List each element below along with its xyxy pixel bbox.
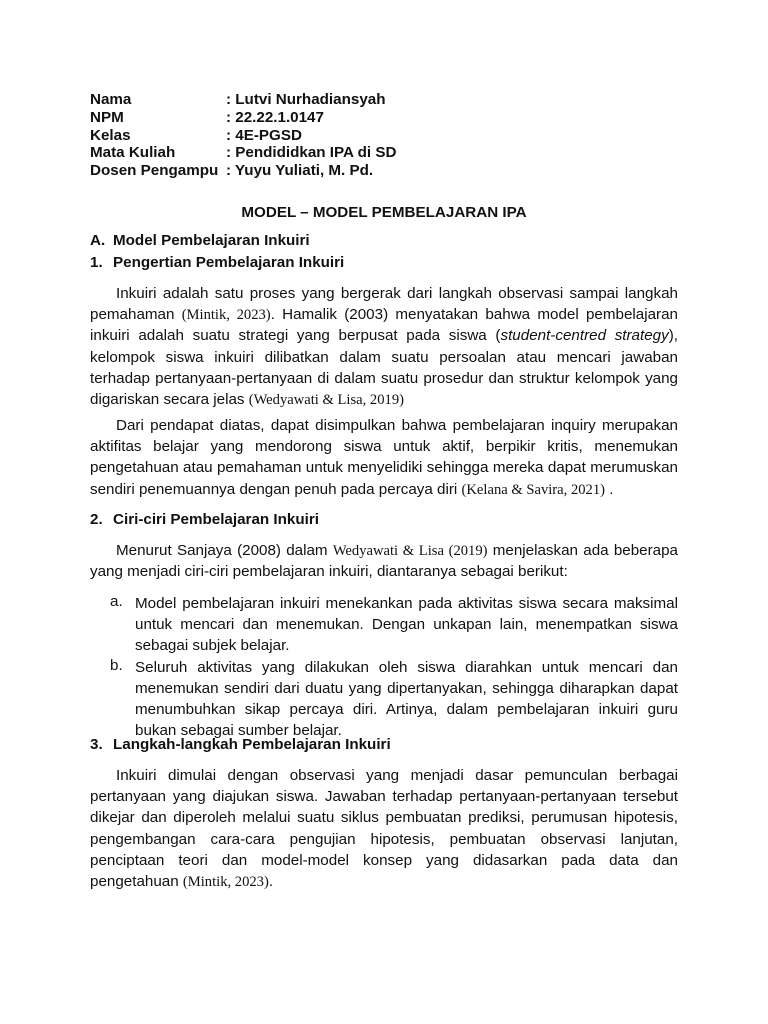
list-marker: b. [110, 656, 123, 674]
list-item-body [135, 593, 678, 657]
section-heading-text: Ciri-ciri Pembelajaran Inkuiri [113, 511, 319, 528]
text-line: sebagai subjek belajar. [135, 637, 290, 655]
text-line: aktifitas belajar yang mendorong siswa untuk aktif, berpikir kritis, menemukan [90, 438, 678, 456]
text-line: pengembangan cara-cara pengujian hipotesis, pembuatan observasi lanjutan, [90, 830, 678, 848]
text-line: Inkuiri dimulai dengan observasi yang menjadi dasar pemunculan berbagai [116, 767, 678, 784]
info-label: Mata Kuliah [90, 144, 176, 162]
characteristics-list [110, 593, 678, 741]
citation: Wedyawati & Lisa (2019) [332, 543, 488, 559]
text-line: terhadap pertanyaan-pertanyaan di dalam suatu prosedur dan struktur kelompok yang [90, 369, 678, 387]
text-line [90, 389, 678, 410]
text-run: ), [668, 327, 678, 345]
text-run: menjelaskan ada beberapa [487, 542, 679, 559]
info-row-class [90, 127, 396, 145]
info-value: : Pendididkan IPA di SD [226, 144, 397, 162]
list-item [110, 657, 678, 742]
info-label: Dosen Pengampu [90, 162, 219, 180]
section-a-heading [90, 232, 310, 249]
text-line: kelompok siswa inkuiri dilibatkan dalam suatu persoalan atau mencari jawaban [90, 348, 678, 366]
info-row-npm [90, 109, 396, 127]
info-row-lecturer [90, 162, 396, 180]
text-line [90, 479, 678, 500]
italic-term: student-centred strategy [500, 327, 669, 345]
text-line: penciptaan teori dan model-model konsep yang didasarkan pada data dan [90, 851, 678, 869]
text-line [90, 304, 678, 325]
citation: (Mintik, 2023) [182, 873, 269, 890]
section-heading-text: Model Pembelajaran Inkuiri [113, 232, 310, 249]
text-run: . Hamalik (2003) menyatakan bahwa model pembelajaran [270, 306, 678, 324]
text-line [90, 325, 678, 346]
text-line: yang menjadi ciri-ciri pembelajaran inkuiri, diantaranya sebagai berikut: [90, 563, 568, 581]
citation: (Wedyawati & Lisa, 2019) [248, 391, 404, 408]
text-line: pengetahuan atau pemahaman untuk menyelidiki sehingga mereka dapat merumuskan [90, 459, 678, 477]
text-line: pertanyaan yang diajukan siswa. Jawaban terhadap pertanyaan-pertanyaan tersebut [90, 788, 678, 806]
text-run: . [605, 480, 614, 498]
text-run: digariskan secara jelas [90, 390, 249, 408]
section-1-heading [90, 254, 344, 271]
section-marker: 3. [90, 736, 103, 753]
text-run: sendiri penemuannya dengan penuh pada percaya diri [90, 480, 462, 498]
section-3-heading [90, 736, 391, 753]
text-run: inkuiri adalah suatu strategi yang berpusat pada siswa ( [90, 327, 501, 345]
text-line [90, 540, 678, 561]
citation: (Mintik, 2023) [181, 307, 271, 324]
text-line: Dari pendapat diatas, dapat disimpulkan bahwa pembelajaran inquiry merupakan [116, 417, 678, 434]
section-marker: 1. [90, 254, 103, 271]
text-line: menumbuhkan sikap percaya diri. Artinya, dalam pembelajaran inkuiri guru [135, 700, 678, 718]
info-row-name [90, 91, 396, 109]
info-label: Kelas [90, 126, 131, 144]
info-value: : Lutvi Nurhadiansyah [226, 91, 386, 108]
paragraph-1 [90, 283, 678, 410]
info-label: Nama [90, 91, 132, 108]
text-line [90, 871, 678, 892]
info-label: NPM [90, 108, 124, 126]
student-info [90, 91, 396, 180]
paragraph-3 [90, 540, 678, 582]
list-marker: a. [110, 593, 123, 610]
text-line: dikejar dan diperoleh melalui suatu siklus pembuatan prediksi, perumusan hipotesis, [90, 809, 678, 827]
text-line: Seluruh aktivitas yang dilakukan oleh siswa diarahkan untuk mencari dan [135, 658, 678, 676]
section-heading-text: Langkah-langkah Pembelajaran Inkuiri [113, 736, 391, 753]
text-line: untuk mencari dan menemukan. Dengan unkapan lain, menempatkan siswa [135, 616, 678, 634]
list-item [110, 593, 678, 657]
list-item-body [135, 657, 678, 742]
info-value: : Yuyu Yuliati, M. Pd. [226, 162, 374, 180]
text-run: pengetahuan [90, 872, 183, 890]
info-value: : 22.22.1.0147 [226, 108, 324, 126]
section-heading-text: Pengertian Pembelajaran Inkuiri [113, 254, 345, 271]
text-run: pemahaman [90, 306, 182, 324]
text-line: menemukan sendiri dari duatu yang dipertanyakan, sehingga diharapkan dapat [135, 679, 678, 697]
text-run: . [268, 872, 274, 890]
paragraph-4 [90, 765, 678, 892]
info-value: : 4E-PGSD [226, 126, 302, 144]
info-row-course [90, 144, 396, 162]
citation: (Kelana & Savira, 2021) [461, 481, 605, 498]
text-line: Inkuiri adalah satu proses yang bergerak dari langkah observasi sampai langkah [116, 285, 678, 302]
section-2-heading [90, 511, 319, 528]
section-marker: A. [90, 232, 106, 249]
document-title: MODEL – MODEL PEMBELAJARAN IPA [241, 204, 527, 221]
section-marker: 2. [90, 511, 103, 528]
text-line: Model pembelajaran inkuiri menekankan pada aktivitas siswa secara maksimal [135, 595, 678, 612]
text-line: bukan sebagai sumber belajar. [135, 722, 342, 740]
text-run: Menurut Sanjaya (2008) dalam [116, 542, 333, 559]
paragraph-2 [90, 415, 678, 500]
